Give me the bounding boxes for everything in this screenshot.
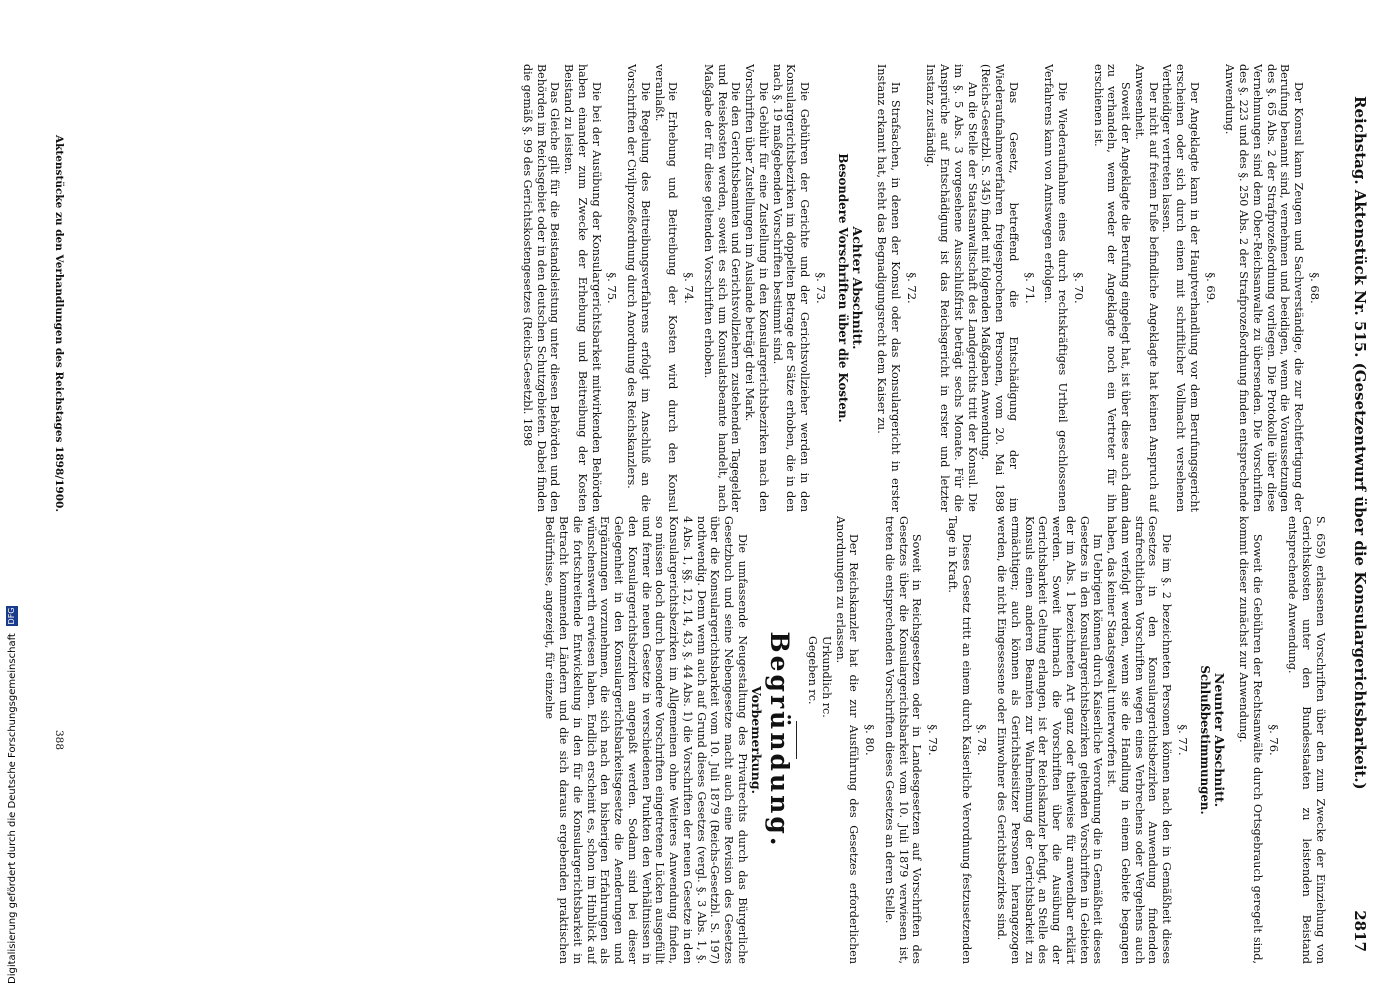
right-text-column [87,516,1327,964]
page-header [1339,40,1369,952]
paragraph: Die Wiederaufnahme eines durch rechtskräftiges Urtheil geschlossenen Verfahrens kann von Amtswegen erfolgen. [1042,64,1070,512]
credit-text: Digitalisierung gefördert durch die Deutsche Forschungsgemeinschaft [7,633,18,984]
footer-page-number: 388 [53,729,65,751]
paragraph: Das Gleiche gilt für die Beistandsleistung unter diesen Behörden und den Behörden im Reichsgebiet oder in den deutschen Schutzgebieten. Dabei finden die gemäß §. 99 des Gerichtskostengesetzes (Reichs-Gesetzbl. 1898 [521,64,562,512]
section-number: §. 74. [682,272,697,304]
paragraph: In Strafsachen, in denen der Konsul oder das Konsulargericht in erster Instanz erkannt hat, steht das Begnadigungsrecht dem Kaiser zu. [875,64,902,512]
paragraph: Der Konsul kann Zeugen und Sachverständige, die zur Rechtfertigung der Berufung benannt sind, vernehmen und beeidigen, wenn die Voraussetzungen des §. 65 Abs. 2 der Strafprozeßordnung vorliegen. Die Protokolle über diese Vernehmungen sind dem Ober-Reichsanwalte zu übersenden. Die Vorschriften des §. 223 und des §. 250 Abs. 2 der Strafprozeßordnung finden entsprechende Anwendung. [1223,64,1306,512]
paragraph: Die umfassende Neugestaltung des Privatrechts durch das Bürgerliche Gesetzbuch und seine Nebengesetze macht auch eine Revision des Gesetzes über die Konsulargerichtsbarkeit vom 10. Juli 1879 (Reichs-Gesetzbl. S. 197) nothwendig. Denn wenn auch auf Grund dieses Gesetzes (vergl. §. 3 Abs. 1, §. 4 Abs. 1, §§. 12, 14, 43, §. 44 Abs. 1) die Vorschriften der neuen Gesetze in den Konsulargerichtsbezirken im Allgemeinen ohne Weiteres Anwendung finden, so müssen doch durch besondere Vorschriften eingetretene Lücken ausgefüllt und ferner die neuen Gesetze in verschiedenen Punkten den Verhältnissen in den Konsulargerichtsbezirken angepaßt werden. Sodann sind bei dieser Gelegenheit in den Konsulargerichtsbarkeitsgesetze die Aenderungen und Ergänzungen vorzunehmen, die sich nach den bisherigen Erfahrungen als wünschenswerth erwiesen haben. Endlich erscheint es, schon im Hinblick auf die fortschreitende Entwickelung in den für die Konsulargerichtsbarkeit in Betracht kommenden Ländern und die sich daraus ergebenden praktischen Bedürfnisse, angezeigt, für einzelne [543,516,749,964]
paragraph: Soweit der Angeklagte die Berufung eingelegt hat, ist über diese auch dann zu verhandeln, wenn weder der Angeklagte noch ein Vertreter für ihn erschienen ist. [1091,64,1133,512]
paragraph: S. 659) erlassenen Vorschriften über den zum Zwecke der Einziehung von Gerichtskosten unter den Bundesstaaten zu leistenden Beistand entsprechende Anwendung. [1286,516,1327,964]
section-number: §. 69. [1203,272,1218,304]
section-number: §. 75. [605,272,620,304]
paragraph: Die bei der Ausübung der Konsulargerichtsbarkeit mitwirkenden Behörden haben einander zum Zwecke der Erhebung und Beitreibung der Kosten Beistand zu leisten. [562,64,603,512]
main-heading: Begründung. [765,631,795,849]
paragraph: Die Gebühr für eine Zustellung in den Konsulargerichtsbezirken nach den Vorschriften über Zustellungen im Auslande beträgt drei Mark. [743,64,770,512]
paragraph: Im Uebrigen können durch Kaiserliche Verordnung die in Gemäßheit dieses Gesetzes in den Konsulargerichtsbezirken geltenden Vorschriften in Gebieten der im Abs. 1 bezeichneten Art ganz oder theilweise für anwendbar erklärt werden. Soweit hiernach die Vorschriften über die Ausübung der Gerichtsbarkeit Geltung erlangen, ist der Reichskanzler befugt, an Stelle des Konsuls einen anderen Beamten zur Wahrnehmung der Gerichtsbarkeit zu ermächtigen; auch können als Gerichtsbeisitzer Personen herangezogen werden, die nicht Eingesessene oder Einwohner des Gerichtsbezirkes sind. [995,516,1105,964]
section-heading: Vorbemerkung. [748,686,764,794]
paragraph: Soweit die Gebühren der Rechtsanwälte durch Ortsgebrauch geregelt sind, kommt dieser zunächst zur Anwendung. [1237,516,1264,964]
section-number: §. 76. [1266,724,1281,756]
paragraph: Soweit in Reichsgesetzen oder in Landesgesetzen auf Vorschriften des Gesetzes über die Konsulargerichtsbarkeit vom 10. Juli 1879 verwiesen ist, treten die entsprechenden Vorschriften dieses Gesetzes an deren Stelle. [883,516,924,964]
separator-rule [797,721,798,759]
paragraph: Die Gebühren der Gerichte und der Gerichtsvollzieher werden in den Konsulargerichtsbezirken im doppelten Betrage der Sätze erhoben, die in den nach §. 19 maßgebenden Vorschriften bestimmt sind. [770,64,812,512]
section-subheading: Besondere Vorschriften über die Kosten. [835,153,850,423]
section-number: §. 72. [904,272,919,304]
section-number: §. 70. [1072,272,1086,304]
section-number: §. 79. [926,724,941,756]
section-number: §. 68. [1308,272,1322,304]
paragraph: Die Erhebung und Beitreibung der Kosten wird durch den Konsul veranlaßt. [652,64,680,512]
paragraph: An die Stelle der Staatsanwaltschaft des Landgerichts tritt der Konsul. Die im §. 5 Abs. 3 vorgesehene Ausschlußfrist beträgt sechs Monate. Für die Ansprüche auf Entschädigung ist das Reichsgericht in erster und letzter Instanz zuständig. [924,64,979,512]
paragraph: Der Reichskanzler hat die zur Ausführung des Gesetzes erforderlichen Anordnungen zu erlassen. [833,516,861,964]
paragraph: Die im §. 2 bezeichneten Personen können nach den in Gemäßheit dieses Gesetzes in den Konsulargerichtsbezirken Anwendung findenden strafrechtlichen Vorschriften wegen eines Verbrechens oder Vergehens auch dann verfolgt werden, wenn sie die Handlung in einem Gebiete begangen haben, das keiner Staatsgewalt unterworfen ist. [1105,516,1174,964]
footer-reference: Aktenstücke zu den Verhandlungen des Reichstages 1898/1900. [53,134,65,512]
signature-line: Urkundlich rc. [820,636,833,718]
paragraph: Das Gesetz, betreffend die Entschädigung der im Wiederaufnahmeverfahren freigesprochenen Personen, vom 20. Mai 1898 (Reichs-Gesetzbl. S. 345) findet mit folgenden Maßgaben Anwendung. [979,64,1020,512]
section-number: §. 80. [863,724,878,756]
section-number: §. 78. [975,724,990,756]
signature-line: Gegeben rc. [806,636,820,705]
section-heading: Neunter Abschnitt. [1212,672,1228,808]
digitization-credit [6,604,22,984]
paragraph: Die den Gerichtsbeamten und Gerichtsvollziehern zustehenden Tagegelder und Reisekosten werden, soweit es sich um Konsulatsbeamte handelt, nach Maßgabe der für diese geltenden Vorschriften erhoben. [702,64,743,512]
section-subheading: Schlußbestimmungen. [1197,665,1212,815]
left-text-column [87,64,1327,512]
paragraph: Die Regelung des Beitreibungsverfahrens erfolgt im Anschluß an die Vorschriften der Civilprozeßordnung durch Anordnung des Reichskanzlers. [625,64,652,512]
header-title: Reichstag. Aktenstück Nr. 515. (Gesetzentwurf über die Konsulargerichtsbarkeit.) [1351,96,1369,790]
dfg-logo: DFG [7,607,16,625]
section-number: §. 77. [1176,724,1190,756]
paragraph: Der nicht auf freiem Fuße befindliche Angeklagte hat keinen Anspruch auf Anwesenheit. [1133,64,1160,512]
section-number: §. 71. [1022,272,1037,304]
page-number: 2817 [1351,910,1369,952]
paragraph: Dieses Gesetz tritt an einem durch Kaiserliche Verordnung festzusetzenden Tage in Kraft. [946,516,973,964]
section-heading: Achter Abschnitt. [850,226,866,350]
section-number: §. 73. [814,272,828,304]
paragraph: Der Angeklagte kann in der Hauptverhandlung vor dem Berufungsgericht erscheinen oder sich durch einen mit schriftlicher Vollmacht versehenen Vertheidiger vertreten lassen. [1160,64,1201,512]
